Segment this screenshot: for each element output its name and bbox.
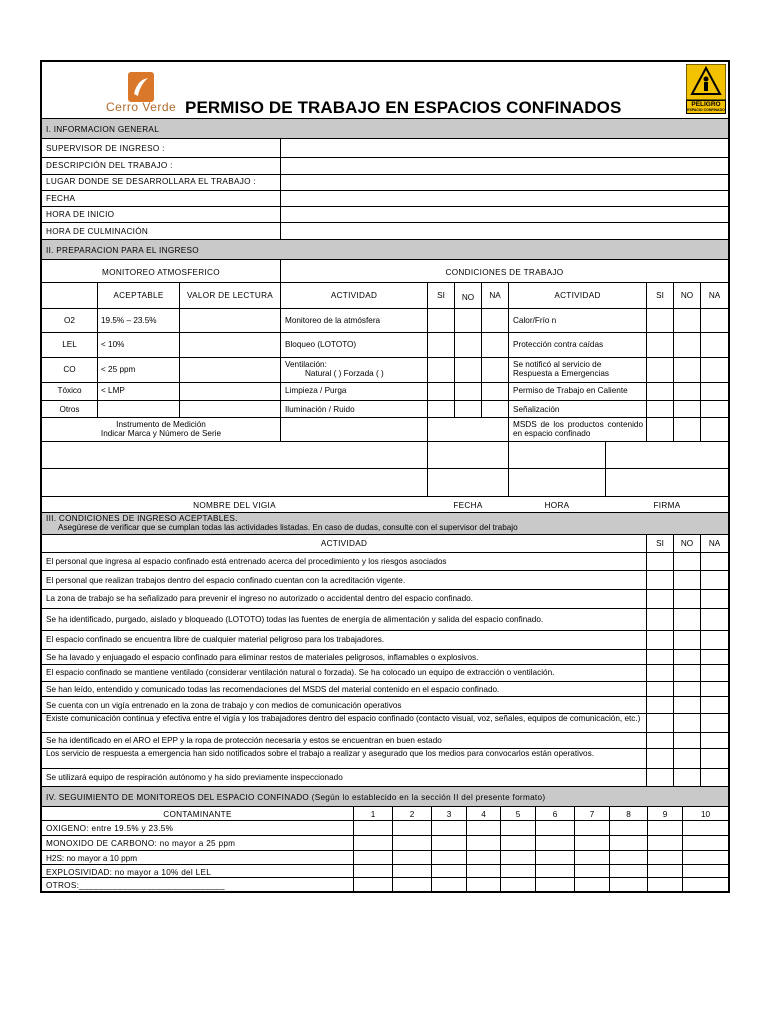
section-2-title: II. PREPARACION PARA EL INGRESO [46,246,199,255]
s3-item-4: Se ha identificado, purgado, aislado y bloqueado (LOTOTO) todas las fuentes de energía de alimentación y salida del espacio confinado. [46,615,544,624]
s4-row-oxigeno: OXIGENO: entre 19.5% y 23.5% [46,824,174,833]
field-descripcion-label: DESCRIPCIÓN DEL TRABAJO : [46,161,173,170]
instrument-label: Instrumento de Medición [116,420,206,429]
col-na-left: NA [489,291,501,300]
s4-col-3: 3 [446,810,452,819]
s3-col-si: SI [656,539,664,548]
s3-item-10: Existe comunicación continua y efectiva entre el vigía y los trabajadores dentro del espacio confinado (contacto visual, voz, señales, equipos de comunicación, etc.) [46,714,641,723]
warning-label: PELIGRO [691,101,721,108]
gas-o2: O2 [64,316,75,325]
act-limpieza: Limpieza / Purga [285,386,347,395]
s4-col-2: 2 [409,810,415,819]
gas-toxico-limit: < LMP [101,386,125,395]
danger-warning-icon [686,64,726,100]
gas-co-limit: < 25 ppm [101,365,136,374]
field-supervisor-label: SUPERVISOR DE INGRESO : [46,144,165,153]
s3-col-no: NO [680,539,694,548]
s4-col-9: 9 [662,810,668,819]
field-hora-inicio-label: HORA DE INICIO [46,210,115,219]
instrument-input[interactable] [281,418,426,440]
col-si-right: SI [656,291,664,300]
conditions-title: CONDICIONES DE TRABAJO [445,268,564,277]
hora-culminacion-input[interactable] [282,223,727,238]
gas-otros: Otros [59,405,80,414]
permit-form [40,60,730,893]
col-valor-lectura: VALOR DE LECTURA [186,291,274,300]
gas-toxico: Tóxico [57,386,82,395]
s3-item-12: Los servicio de respuesta a emergencia han sido notificados sobre el trabajo a realizar y asegurado que los medios para convocarlos están operativos. [46,749,594,758]
section-4-title: IV. SEGUIMIENTO DE MONITOREOS DEL ESPACIO CONFINADO (Según lo establecido en la sección II del presente formato) [46,793,546,802]
vigia-name-input[interactable] [43,442,426,467]
cerro-verde-logo-icon [128,72,154,102]
field-lugar-label: LUGAR DONDE SE DESARROLLARA EL TRABAJO : [46,177,256,186]
lectura-o2-input[interactable] [180,309,279,331]
vigia-fecha-input[interactable] [428,442,507,467]
act-notifico-emergencias: Se notificó al servicio de Respuesta a Emergencias [513,360,610,378]
warning-sublabel: ESPACIO CONFINADO [687,108,725,112]
vigia-label: NOMBRE DEL VIGIA [193,501,276,510]
act-proteccion-caidas: Protección contra caídas [513,340,604,349]
s4-col-7: 7 [589,810,595,819]
lectura-otros-input[interactable] [180,401,279,416]
field-fecha-label: FECHA [46,194,76,203]
firma-label: FIRMA [653,501,681,510]
col-na-right: NA [708,291,721,300]
page-title: PERMISO DE TRABAJO EN ESPACIOS CONFINADOS [185,98,622,117]
act-ventilacion-options[interactable]: Natural ( ) Forzada ( ) [305,369,384,378]
col-actividad-left: ACTIVIDAD [330,291,378,300]
s4-col-4: 4 [481,810,486,819]
s3-item-6: Se ha lavado y enjuagado el espacio confinado para eliminar restos de materiales peligrosos, inflamables o explosivos. [46,653,479,662]
gas-lel-limit: < 10% [101,340,125,349]
s3-item-13: Se utilizará equipo de respiración autónomo y ha sido previamente inspeccionado [46,773,343,782]
s3-item-3: La zona de trabajo se ha señalizado para prevenir el ingreso no autorizado o accidental dentro del espacio confinado. [46,594,473,603]
vigia-hora-input[interactable] [509,442,604,467]
section-3-subtitle: Asegúrese de verificar que se cumplan todas las actividades listadas. En caso de dudas, consulte con el supervisor del trabajo [58,523,518,532]
lugar-input[interactable] [282,175,727,189]
hora-label: HORA [544,501,570,510]
lectura-co-input[interactable] [180,358,279,381]
warning-sign [686,64,726,114]
col-si-left: SI [437,291,445,300]
s3-col-na: NA [708,539,721,548]
s4-row-explosividad: EXPLOSIVIDAD: no mayor a 10% del LEL [46,868,212,877]
s4-col-5: 5 [515,810,521,819]
gas-lel: LEL [62,340,77,349]
s4-row-otros[interactable]: OTROS:______________________________ [46,881,225,890]
act-iluminacion: Iluminación / Ruido [285,405,355,414]
fecha-input[interactable] [282,191,727,205]
col-actividad-right: ACTIVIDAD [554,291,601,300]
field-hora-culminacion-label: HORA DE CULMINACIÓN [46,227,149,236]
s3-item-7: El espacio confinado se mantiene ventilado (considerar ventilación natural o forzada). Se ha colocado un equipo de extracción o ventilación. [46,668,555,677]
s4-row-monoxido: MONOXIDO DE CARBONO: no mayor a 25 ppm [46,839,236,848]
s4-col-10: 10 [700,810,711,819]
act-bloqueo: Bloqueo (LOTOTO) [285,340,357,349]
fecha-label: FECHA [453,501,483,510]
lectura-toxico-input[interactable] [180,383,279,399]
s4-col-6: 6 [552,810,558,819]
monitoring-title: MONITOREO ATMOSFERICO [102,268,220,277]
s4-col-8: 8 [626,810,631,819]
section-1-title: I. INFORMACION GENERAL [46,125,160,134]
descripcion-input[interactable] [282,158,727,173]
act-senalizacion: Señalización [513,405,560,414]
brand-name: Cerro Verde [106,100,177,114]
act-trabajo-caliente: Permiso de Trabajo en Caliente [513,386,628,395]
lectura-lel-input[interactable] [180,333,279,356]
supervisor-input[interactable] [282,139,727,156]
act-monitoreo: Monitoreo de la atmósfera [285,316,381,325]
act-ventilacion: Ventilación: [285,360,327,369]
act-msds: MSDS de los productos contenido en espacio confinado [513,420,643,438]
s3-item-5: El espacio confinado se encuentra libre de cualquier material peligroso para los trabajadores. [46,635,385,644]
act-calor-frio: Calor/Frío n [513,316,557,325]
s3-item-9: Se cuenta con un vigía entrenado en la zona de trabajo y con medios de comunicación operativos [46,701,402,710]
s3-item-1: El personal que ingresa al espacio confinado está entrenado acerca del procedimiento y los riesgos asociados [46,557,447,566]
s3-item-8: Se han leído, entendido y comunicado todas las recomendaciones del MSDS del material contenido en el espacio confinado. [46,685,500,694]
s4-col-1: 1 [370,810,376,819]
hora-inicio-input[interactable] [282,207,727,221]
s3-item-2: El personal que realizan trabajos dentro del espacio confinado cuentan con la acreditación vigente. [46,576,406,585]
s3-col-actividad: ACTIVIDAD [320,539,368,548]
s4-row-h2s: H2S: no mayor a 10 ppm [46,854,138,863]
gas-co: CO [63,365,76,374]
section-3-title: III. CONDICIONES DE INGRESO ACEPTABLES. [46,514,238,523]
s3-item-11: Se ha identificado en el ARO el EPP y la ropa de protección necesaria y estos se encuentran en buen estado [46,736,442,745]
vigia-firma-input[interactable] [606,442,727,467]
col-aceptable: ACEPTABLE [113,291,164,300]
instrument-sublabel: Indicar Marca y Número de Serie [100,429,222,438]
col-no-left: NO [461,293,475,302]
s4-col-contaminante: CONTAMINANTE [163,810,232,819]
gas-o2-limit: 19.5% – 23.5% [101,316,157,325]
col-no-right: NO [680,291,694,300]
